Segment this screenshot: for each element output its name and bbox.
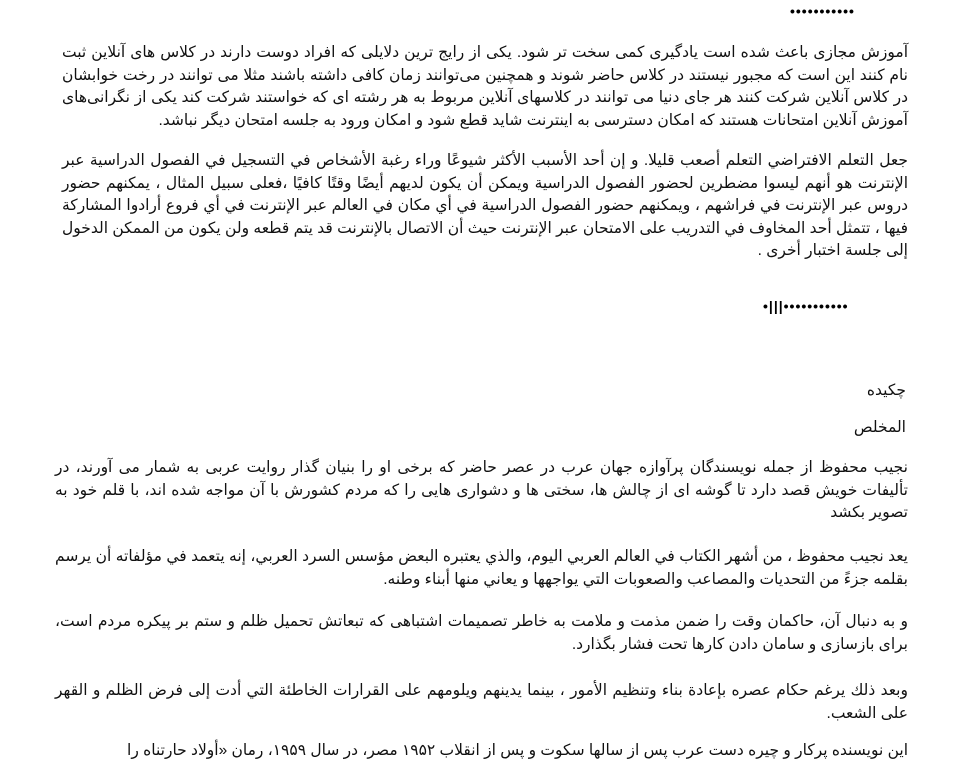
abstract-paragraph-arabic-1: يعد نجيب محفوظ ، من أشهر الكتاب في العالم العربي اليوم، والذي يعتبره البعض مؤسس السرد العربي، إنه يتعمد في مؤلفاته أن يرسم بقلمه جزءً من التحديات والمصاعب والصعوبات التي يواجهها و يعاني منها أبناء وطنه. — [55, 548, 908, 588]
separator-dots-middle: •|||••••••••••• — [763, 298, 849, 314]
abstract-heading-persian: چکیده — [866, 382, 906, 399]
abstract-heading-arabic: المخلص — [853, 419, 906, 436]
persian-paragraph-online-learning: آموزش مجازی باعث شده است یادگیری کمی سخت تر شود. یکی از رایج ترین دلایلی که افراد دوست دارند در کلاس های آنلاین ثبت نام کنند این است که مجبور نیستند در کلاس حاضر شوند و همچنین می‌توانند زمان کافی داشته باشند مثلا می توانند در رخت خوابشان در کلاس آنلاین شرکت کنند هر جای دنیا می توانند در کلاسهای آنلاین مربوط به هر رشته ای که خواستند شرکت کند یکی از نگرانی‌های آموزش آنلاین امتحانات هستند که امکان دسترسی به اینترنت شاید قطع شود و امکان ورود به جلسه امتحان دیگر نباشد. — [62, 44, 908, 129]
abstract-paragraph-persian-2: و به دنبال آن، حاکمان وقت را ضمن مذمت و ملامت به خاطر تصمیمات اشتباهی که تبعاتش تحمیل ظلم و ستم بر پیکره مردم است، برای بازسازی و سامان دادن کارها تحت فشار بگذارد. — [55, 613, 908, 653]
separator-dots-top: ••••••••••• — [790, 3, 855, 19]
arabic-paragraph-online-learning: جعل التعلم الافتراضي التعلم أصعب قليلا. و إن أحد الأسبب الأكثر شيوعًا وراء رغبة الأشخاص في التسجيل في الفصول الدراسية عبر الإنترنت هو أنهم ليسوا مضطرين لحضور الفصول الدراسية ويمكن أن يكون لديهم أيضًا وقتًا كافيًا ،فعلى سبيل المثال ، يمكنهم حضور دروس عبر الإنترنت في فراشهم ، ويمكنهم حضور الفصول الدراسية في أي مكان في العالم عبر الإنترنت في أي فروع أرادوا المشاركة فيها ، تتمثل أحد المخاوف في التدريب على الامتحان عبر الإنترنت حيث أن الاتصال بالإنترنت قد يتم قطعه ولن يكون من الممكن الدخول إلى جلسة اختبار أخرى . — [62, 152, 908, 259]
abstract-paragraph-persian-1: نجیب محفوظ از جمله نویسندگان پرآوازه جهان عرب در عصر حاضر که برخی او را بنیان گذار روایت عربی به شمار می آورند، در تألیفات خویش قصد دارد تا گوشه ای از چالش ها، سختی ها و دشواری هایی را که مردم کشورش با آن مواجه شده اند، با قلم خود به تصویر بکشد — [55, 459, 908, 521]
abstract-paragraph-arabic-2: وبعد ذلك يرغم حكام عصره بإعادة بناء وتنظيم الأمور ، بينما يدينهم ويلومهم على القرارات الخاطئة التي أدت إلى فرض الظلم و القهر على الشعب. — [55, 682, 908, 722]
abstract-paragraph-persian-3: این نویسنده پرکار و چیره دست عرب پس از سالها سکوت و پس از انقلاب ۱۹۵۲ مصر، در سال ۱۹۵۹، رمان «أولاد حارتناه را — [127, 742, 908, 759]
